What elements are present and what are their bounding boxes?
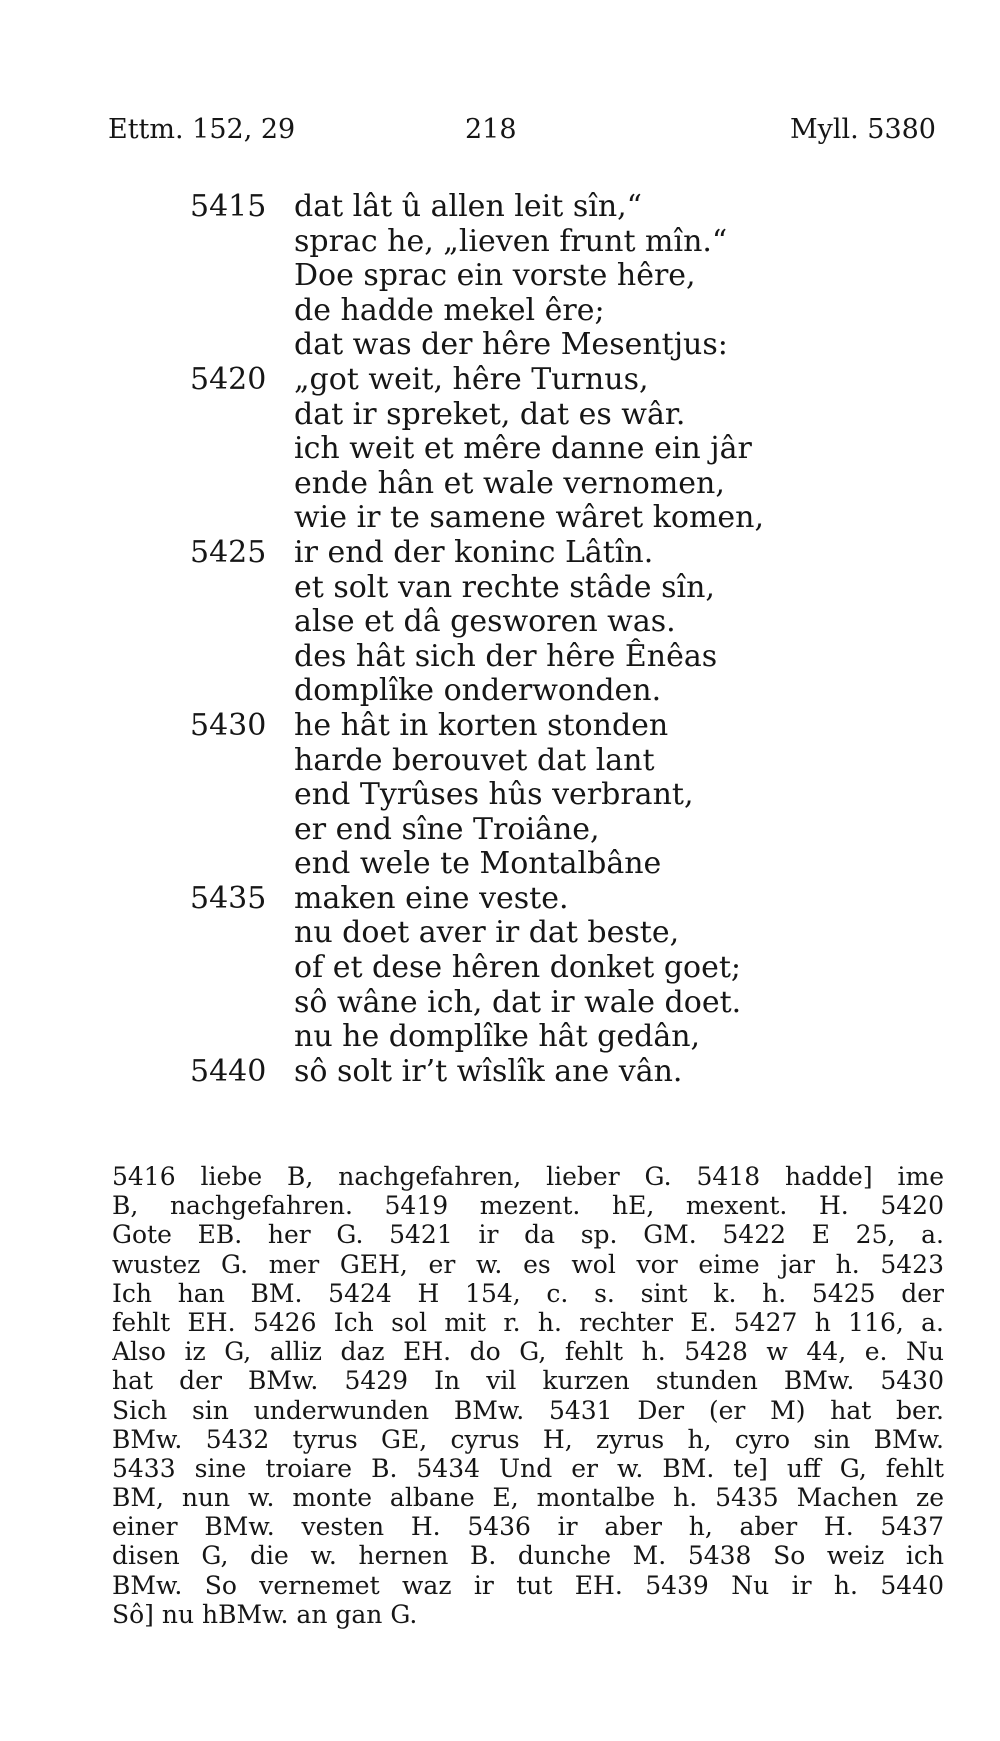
verse-line-text: des hât sich der hêre Ênêas xyxy=(294,638,718,674)
verse-line xyxy=(0,328,1000,363)
verse-line xyxy=(0,501,1000,536)
apparatus-line xyxy=(112,1541,944,1570)
verse-line xyxy=(0,259,1000,294)
apparatus-line-text: Gote EB. her G. 5421 ir da sp. GM. 5422 E 25, a. xyxy=(112,1220,944,1250)
verse-line-text: sprac he, „lieven frunt mîn.“ xyxy=(294,223,728,259)
apparatus-line xyxy=(112,1396,944,1425)
apparatus-line-text: BM, nun w. monte albane E, montalbe h. 5435 Machen ze xyxy=(112,1483,944,1513)
verse-line-text: maken eine veste. xyxy=(294,880,569,916)
verse-line-text: dat ir spreket, dat es wâr. xyxy=(294,396,686,432)
running-header-right: Myll. 5380 xyxy=(789,114,936,145)
verse-line-text: er end sîne Troiâne, xyxy=(294,811,600,847)
apparatus-line xyxy=(112,1308,944,1337)
apparatus-line xyxy=(112,1600,944,1629)
apparatus-line-text: wustez G. mer GEH, er w. es wol vor eime jar h. 5423 xyxy=(112,1249,944,1279)
verse-line xyxy=(0,536,1000,571)
verse-line xyxy=(0,640,1000,675)
verse-line-text: alse et dâ gesworen was. xyxy=(294,604,676,640)
verse-line xyxy=(0,744,1000,779)
verse-line xyxy=(0,1020,1000,1055)
apparatus-line xyxy=(112,1162,944,1191)
line-number: 5435 xyxy=(190,880,267,916)
verse-line-text: wie ir te samene wâret komen, xyxy=(294,500,765,536)
verse-line-text: „got weit, hêre Turnus, xyxy=(294,361,649,397)
verse-line-text: end Tyrûses hûs verbrant, xyxy=(294,777,694,813)
verse-line xyxy=(0,951,1000,986)
apparatus-line-text: BMw. 5432 tyrus GE, cyrus H, zyrus h, cyro sin BMw. xyxy=(112,1424,944,1454)
verse-line xyxy=(0,225,1000,260)
apparatus-line-text: 5416 liebe B, nachgefahren, lieber G. 5418 hadde] ime xyxy=(112,1162,944,1191)
apparatus-line-text: Ich han BM. 5424 H 154, c. s. sint k. h. 5425 der xyxy=(112,1278,944,1308)
apparatus-line xyxy=(112,1425,944,1454)
verse-line xyxy=(0,363,1000,398)
verse-line xyxy=(0,882,1000,917)
verse-line-text: sô solt ir’t wîslîk ane vân. xyxy=(294,1053,683,1089)
apparatus-line-text: B, nachgefahren. 5419 mezent. hE, mexent. H. 5420 xyxy=(112,1191,944,1221)
verse-line xyxy=(0,190,1000,225)
verse-line-text: end wele te Montalbâne xyxy=(294,846,662,882)
verse-line-text: Doe sprac ein vorste hêre, xyxy=(294,258,696,294)
apparatus-line-text: 5433 sine troiare B. 5434 Und er w. BM. te] uff G, fehlt xyxy=(112,1453,944,1483)
apparatus-line-text: einer BMw. vesten H. 5436 ir aber h, aber H. 5437 xyxy=(112,1512,944,1542)
apparatus-line xyxy=(112,1454,944,1483)
verse-line xyxy=(0,813,1000,848)
apparatus-line-text: disen G, die w. hernen B. dunche M. 5438 So weiz ich xyxy=(112,1541,944,1571)
verse-line-text: sô wâne ich, dat ir wale doet. xyxy=(294,984,742,1020)
verse-line xyxy=(0,778,1000,813)
apparatus-line xyxy=(112,1483,944,1512)
line-number: 5415 xyxy=(190,189,267,224)
line-number: 5440 xyxy=(190,1053,267,1089)
running-header-left: Ettm. 152, 29 xyxy=(108,114,296,145)
apparatus-line-text: Sô] nu hBMw. an gan G. xyxy=(112,1599,418,1629)
verse-line-text: ende hân et wale vernomen, xyxy=(294,465,725,501)
line-number: 5420 xyxy=(190,361,267,397)
verse-line xyxy=(0,467,1000,502)
verse-text xyxy=(0,190,1000,1089)
verse-line-text: harde berouvet dat lant xyxy=(294,742,655,778)
apparatus-line-text: Sich sin underwunden BMw. 5431 Der (er M) hat ber. xyxy=(112,1395,944,1425)
verse-line-text: nu he domplîke hât gedân, xyxy=(294,1019,701,1055)
verse-line-text: domplîke onderwonden. xyxy=(294,673,662,709)
verse-line xyxy=(0,294,1000,329)
verse-line xyxy=(0,709,1000,744)
apparatus-line xyxy=(112,1512,944,1541)
verse-line xyxy=(0,432,1000,467)
verse-line xyxy=(0,605,1000,640)
verse-line xyxy=(0,916,1000,951)
apparatus-line-text: Also iz G, alliz daz EH. do G, fehlt h. 5428 w 44, e. Nu xyxy=(112,1337,944,1367)
verse-line xyxy=(0,674,1000,709)
verse-line-text: et solt van rechte stâde sîn, xyxy=(294,569,715,605)
verse-line xyxy=(0,986,1000,1021)
page-number: 218 xyxy=(465,114,517,145)
apparatus-line xyxy=(112,1337,944,1366)
verse-line xyxy=(0,847,1000,882)
apparatus-line xyxy=(112,1250,944,1279)
verse-line-text: de hadde mekel êre; xyxy=(294,292,605,328)
verse-line-text: he hât in korten stonden xyxy=(294,707,669,743)
verse-line-text: dat lât û allen leit sîn,“ xyxy=(294,189,643,224)
apparatus-line-text: BMw. So vernemet waz ir tut EH. 5439 Nu ir h. 5440 xyxy=(112,1570,944,1600)
verse-line xyxy=(0,398,1000,433)
apparatus-line-text: hat der BMw. 5429 In vil kurzen stunden BMw. 5430 xyxy=(112,1366,944,1396)
verse-line xyxy=(0,1055,1000,1090)
apparatus-line xyxy=(112,1191,944,1220)
line-number: 5430 xyxy=(190,707,267,743)
verse-line-text: ich weit et mêre danne ein jâr xyxy=(294,431,752,467)
line-number: 5425 xyxy=(190,534,267,570)
apparatus-line xyxy=(112,1366,944,1395)
critical-apparatus xyxy=(112,1162,944,1629)
verse-line-text: nu doet aver ir dat beste, xyxy=(294,915,680,951)
apparatus-line xyxy=(112,1279,944,1308)
apparatus-line-text: fehlt EH. 5426 Ich sol mit r. h. rechter E. 5427 h 116, a. xyxy=(112,1307,944,1337)
verse-line-text: of et dese hêren donket goet; xyxy=(294,950,742,986)
verse-line-text: ir end der koninc Lâtîn. xyxy=(294,534,654,570)
verse-line-text: dat was der hêre Mesentjus: xyxy=(294,327,728,363)
apparatus-line xyxy=(112,1571,944,1600)
apparatus-line xyxy=(112,1220,944,1249)
verse-line xyxy=(0,571,1000,606)
